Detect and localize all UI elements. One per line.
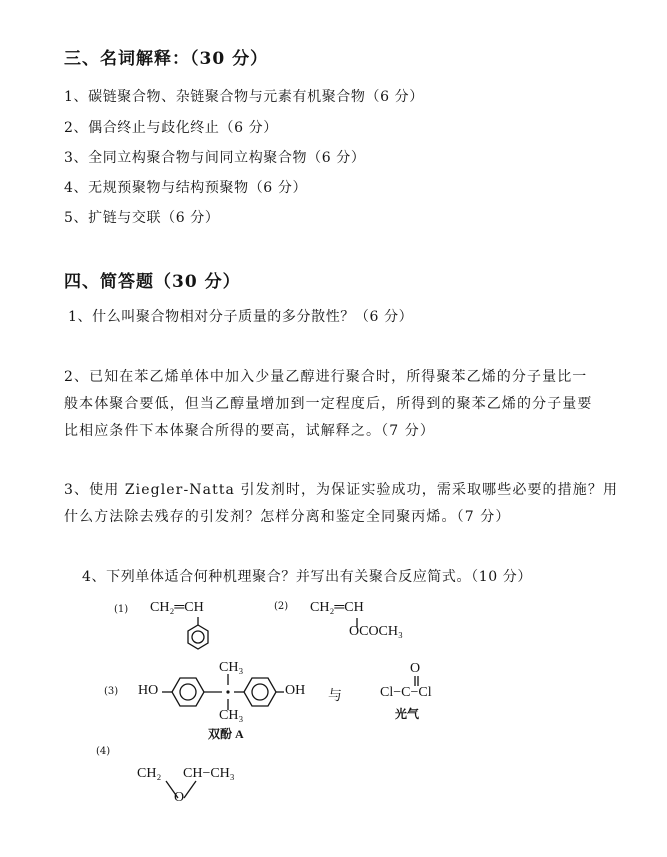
structure-2-formula: CH₂═CH bbox=[310, 600, 364, 615]
phosgene-formula: Cl−C−Cl bbox=[380, 685, 432, 700]
bpa-name: 双酚 A bbox=[208, 727, 244, 741]
structure-4-formula-right: CH−CH₃ bbox=[183, 766, 235, 781]
section-3-item-5: 5、扩链与交联（6 分） bbox=[64, 210, 220, 226]
structure-4-label: (4) bbox=[96, 746, 111, 757]
styrene-benzene-ring bbox=[188, 625, 208, 649]
structure-1-formula: CH₂═CH bbox=[150, 600, 204, 615]
bpa-left-hydroxyl: HO bbox=[138, 683, 159, 698]
bpa-left-ring bbox=[172, 678, 204, 706]
question-3-line-1: 3、使用 Ziegler-Natta 引发剂时，为保证实验成功，需采取哪些必要的措施？用 bbox=[64, 482, 619, 498]
structure-2-label: (2) bbox=[274, 601, 289, 612]
question-1: 1、什么叫聚合物相对分子质量的多分散性？（6 分） bbox=[68, 309, 414, 325]
phosgene-oxygen: O bbox=[410, 661, 421, 676]
bpa-left-ring-circle bbox=[180, 684, 196, 700]
bpa-right-hydroxyl: OH bbox=[285, 683, 306, 698]
bpa-right-ring bbox=[244, 678, 276, 706]
bpa-top-methyl: CH₃ bbox=[219, 660, 244, 675]
epoxide-right-bond bbox=[184, 781, 196, 798]
section-4-title: 四、简答题（30 分） bbox=[64, 272, 241, 292]
question-4: 4、下列单体适合何种机理聚合？并写出有关聚合反应简式。（10 分） bbox=[82, 569, 532, 585]
question-2-line-2: 般本体聚合要低，但当乙醇量增加到一定程度后，所得到的聚苯乙烯的分子量要 bbox=[64, 396, 593, 412]
bpa-bottom-methyl: CH₃ bbox=[219, 708, 244, 723]
structure-2-substituent: OCOCH₃ bbox=[349, 624, 403, 639]
question-2-line-3: 比相应条件下本体聚合所得的要高，试解释之。（7 分） bbox=[64, 423, 435, 439]
section-3-item-4: 4、无规预聚物与结构预聚物（6 分） bbox=[64, 180, 308, 196]
section-3-item-1: 1、碳链聚合物、杂链聚合物与元素有机聚合物（6 分） bbox=[64, 89, 424, 105]
section-3-title: 三、名词解释：（30 分） bbox=[64, 49, 269, 69]
structure-3-connector: 与 bbox=[328, 688, 343, 704]
structure-1-label: (1) bbox=[114, 604, 129, 615]
bpa-central-carbon bbox=[226, 690, 229, 693]
styrene-ring-circle bbox=[192, 631, 204, 643]
phosgene-name: 光气 bbox=[395, 707, 420, 721]
structure-3-label: (3) bbox=[104, 686, 119, 697]
section-3-item-3: 3、全同立构聚合物与间同立构聚合物（6 分） bbox=[64, 150, 366, 166]
question-3-line-2: 什么方法除去残存的引发剂？怎样分离和鉴定全同聚丙烯。（7 分） bbox=[64, 509, 511, 525]
bpa-right-ring-circle bbox=[252, 684, 268, 700]
structure-4-ring-oxygen: O bbox=[174, 790, 185, 805]
question-2-line-1: 2、已知在苯乙烯单体中加入少量乙醇进行聚合时，所得聚苯乙烯的分子量比一 bbox=[64, 369, 588, 385]
structure-4-formula-left: CH₂ bbox=[137, 766, 162, 781]
section-3-item-2: 2、偶合终止与歧化终止（6 分） bbox=[64, 120, 278, 136]
